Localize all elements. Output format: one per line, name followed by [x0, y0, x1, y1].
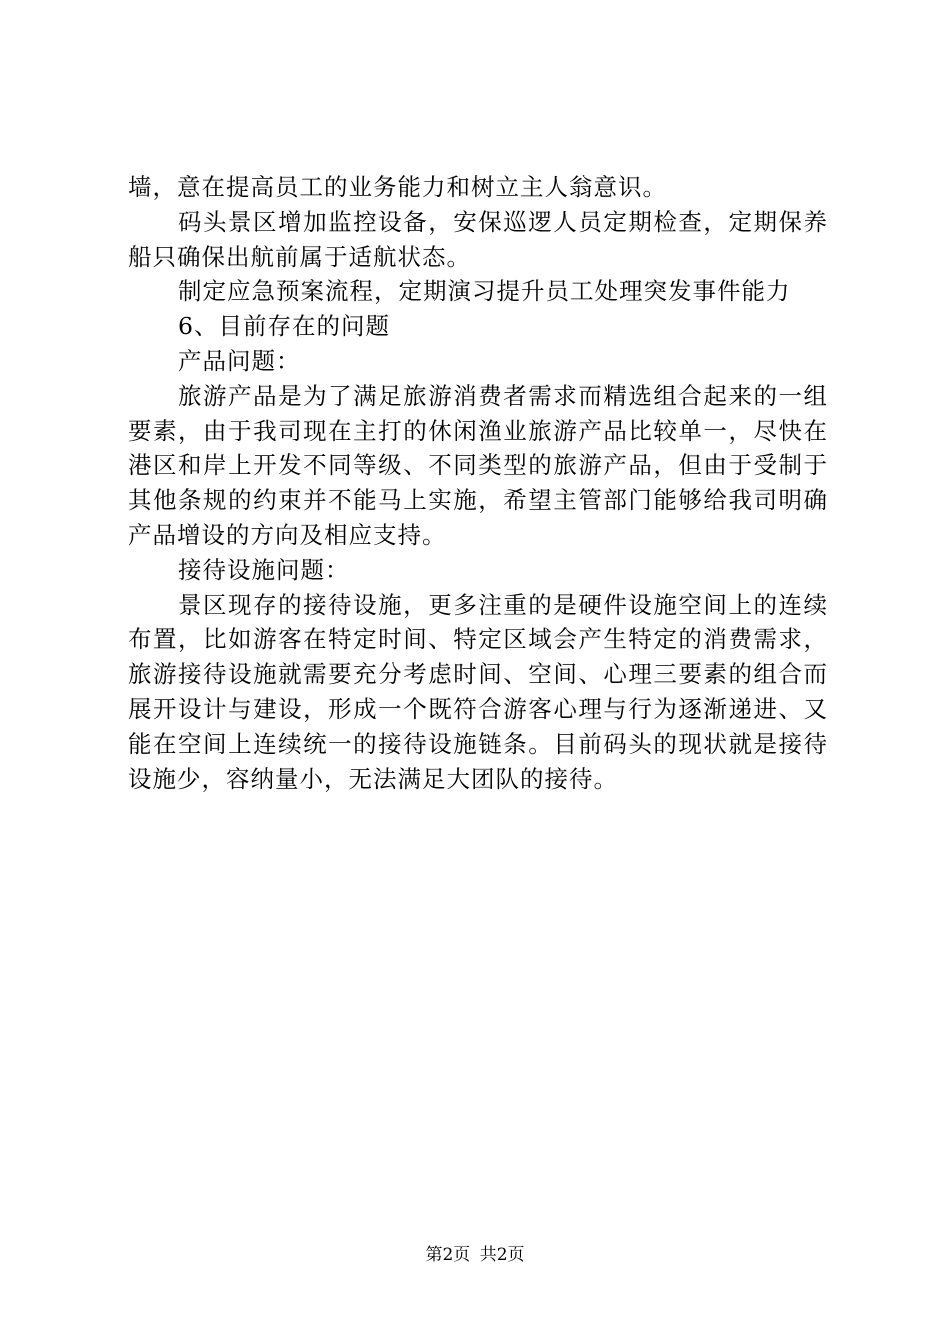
document-body	[128, 170, 828, 796]
section-heading-current-problems: 6、目前存在的问题	[178, 312, 390, 341]
page-number: 第2页	[425, 1245, 471, 1265]
paragraph-product-problems: 旅游产品是为了满足旅游消费者需求而精选组合起来的一组要素，由于我司现在主打的休闲渔业旅游产品比较单一，尽快在港区和岸上开发不同等级、不同类型的旅游产品，但由于受制于其他条规的约束并不能马上实施，希望主管部门能够给我司明确产品增设的方向及相应支持。	[128, 381, 828, 549]
paragraph-continuation: 墙，意在提高员工的业务能力和树立主人翁意识。	[128, 173, 667, 201]
subheading-product-problems: 产品问题：	[178, 346, 301, 375]
paragraph-security-measures: 码头景区增加监控设备，安保巡逻人员定期检查，定期保养船只确保出航前属于适航状态。	[128, 207, 828, 271]
page-footer	[0, 1243, 950, 1267]
paragraph-facility-problems: 景区现存的接待设施，更多注重的是硬件设施空间上的连续布置，比如游客在特定时间、特定区域会产生特定的消费需求，旅游接待设施就需要充分考虑时间、空间、心理三要素的组合而展开设计与建设，形成一个既符合游客心理与行为逐渐递进、又能在空间上连续统一的接待设施链条。目前码头的现状就是接待设施少，容纳量小，无法满足大团队的接待。	[128, 590, 828, 793]
subheading-facility-problems: 接待设施问题：	[178, 555, 350, 584]
page-total: 共2页	[479, 1245, 525, 1265]
paragraph-emergency-plan: 制定应急预案流程，定期演习提升员工处理突发事件能力	[178, 277, 791, 306]
